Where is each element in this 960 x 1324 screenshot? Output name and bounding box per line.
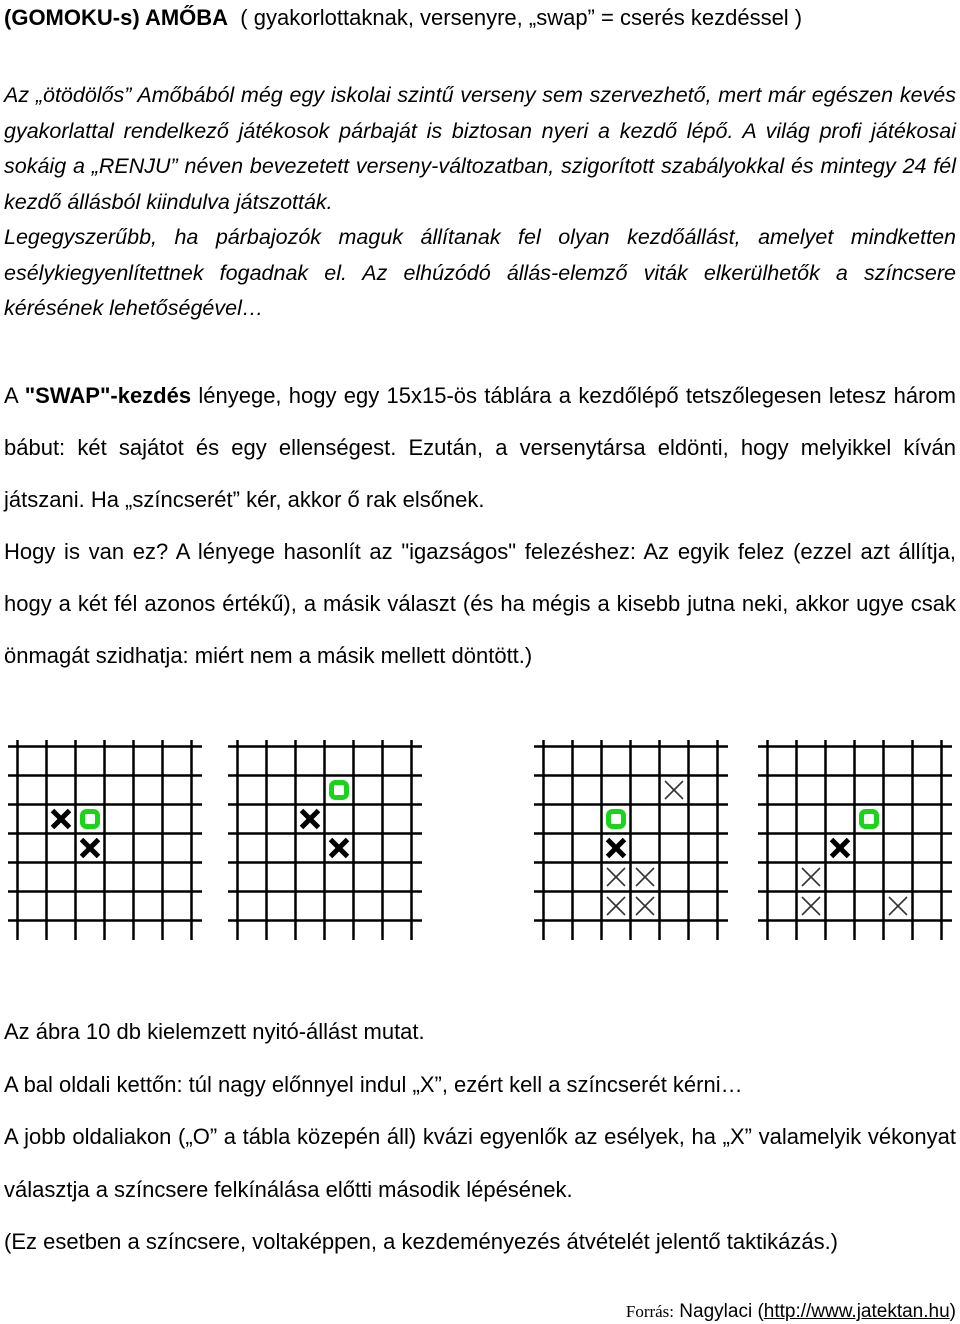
board-2 (228, 740, 422, 940)
light-x-stone (636, 868, 654, 886)
analysis-line-1: Az ábra 10 db kielemzett nyitó-állást mutat. (4, 1019, 425, 1044)
source-credit (626, 1300, 956, 1324)
analysis-section (4, 1006, 956, 1269)
board-1 (8, 740, 202, 940)
light-x-stone (802, 897, 820, 915)
title-subtitle: ( gyakorlottaknak, versenyre, „swap” = cserés kezdéssel ) (240, 5, 803, 30)
light-x-stone (607, 897, 625, 915)
intro-paragraph-1: Az „ötödölős” Amőbából még egy iskolai szintű verseny sem szervezhető, mert már egészen kevés gyakorlattal rendelkező játékosok párbaját is biztosan nyeri a kezdő lépő. A világ profi játékosai sokáig a „RENJU” néven bevezetett verseny-változatban, szigorított szabályokkal és mintegy 24 fél kezdő állásból kiindulva játszották. (4, 83, 956, 214)
intro-section (4, 78, 956, 327)
swap-paragraph-2: Hogy is van ez? A lényege hasonlít az "igazságos" felezéshez: Az egyik felez (ezzel azt állítja, hogy a két fél azonos értékű), a másik választ (és ha mégis a kisebb jutna neki, akkor ugye csak önmagát szidhatja: miért nem a másik mellett döntött.) (4, 539, 956, 668)
document-title (4, 3, 956, 33)
analysis-line-4: (Ez esetben a színcsere, voltaképpen, a kezdeményezés átvételét jelentő taktikázás.) (4, 1229, 839, 1254)
board-4 (758, 740, 952, 940)
swap-body: lényege, hogy egy 15x15-ös táblára a kezdőlépő tetszőlegesen letesz három bábut: két sajátot és egy ellenségest. Ezután, a versenytársa eldönti, hogy melyikkel kíván játszani. Ha „színcserét” kér, akkor ő rak elsőnek. (4, 383, 956, 512)
x-stone (832, 840, 849, 857)
x-stone (53, 811, 70, 828)
x-stone (82, 840, 99, 857)
source-label: Forrás: (625, 1302, 675, 1321)
board-figures (0, 730, 960, 950)
x-stone (302, 811, 319, 828)
light-x-stone (607, 868, 625, 886)
swap-section (4, 370, 956, 682)
o-stone (862, 812, 877, 827)
analysis-line-3: A jobb oldaliakon („O” a tábla közepén áll) kvázi egyenlők az esélyek, ha „X” valamelyik vékonyat választja a színcsere felkínálása előtti második lépésének. (4, 1124, 956, 1202)
intro-paragraph-2: Legegyszerűbb, ha párbajozók maguk állítanak fel olyan kezdőállást, amelyet mindketten esélykiegyenlítettnek fogadnak el. Az elhúzódó állás-elemző viták elkerülhetők a színcsere kérésének lehetőségével… (4, 225, 956, 320)
title-bold: (GOMOKU-s) AMŐBA (4, 5, 229, 30)
o-stone (83, 812, 98, 827)
x-stone (331, 840, 348, 857)
source-author: Nagylaci ( (674, 1301, 764, 1322)
o-stone (332, 783, 347, 798)
swap-prefix: A (4, 383, 25, 408)
swap-term: "SWAP"-kezdés (24, 383, 192, 408)
board-3 (534, 740, 728, 940)
light-x-stone (665, 781, 683, 799)
source-close: ) (949, 1301, 956, 1322)
light-x-stone (889, 897, 907, 915)
source-link[interactable]: http://www.jatektan.hu (763, 1301, 950, 1322)
o-stone (609, 812, 624, 827)
swap-paragraph-1 (4, 370, 956, 526)
analysis-line-2: A bal oldali kettőn: túl nagy előnnyel indul „X”, ezért kell a színcserét kérni… (4, 1071, 743, 1097)
x-stone (608, 840, 625, 857)
light-x-stone (802, 868, 820, 886)
light-x-stone (636, 897, 654, 915)
